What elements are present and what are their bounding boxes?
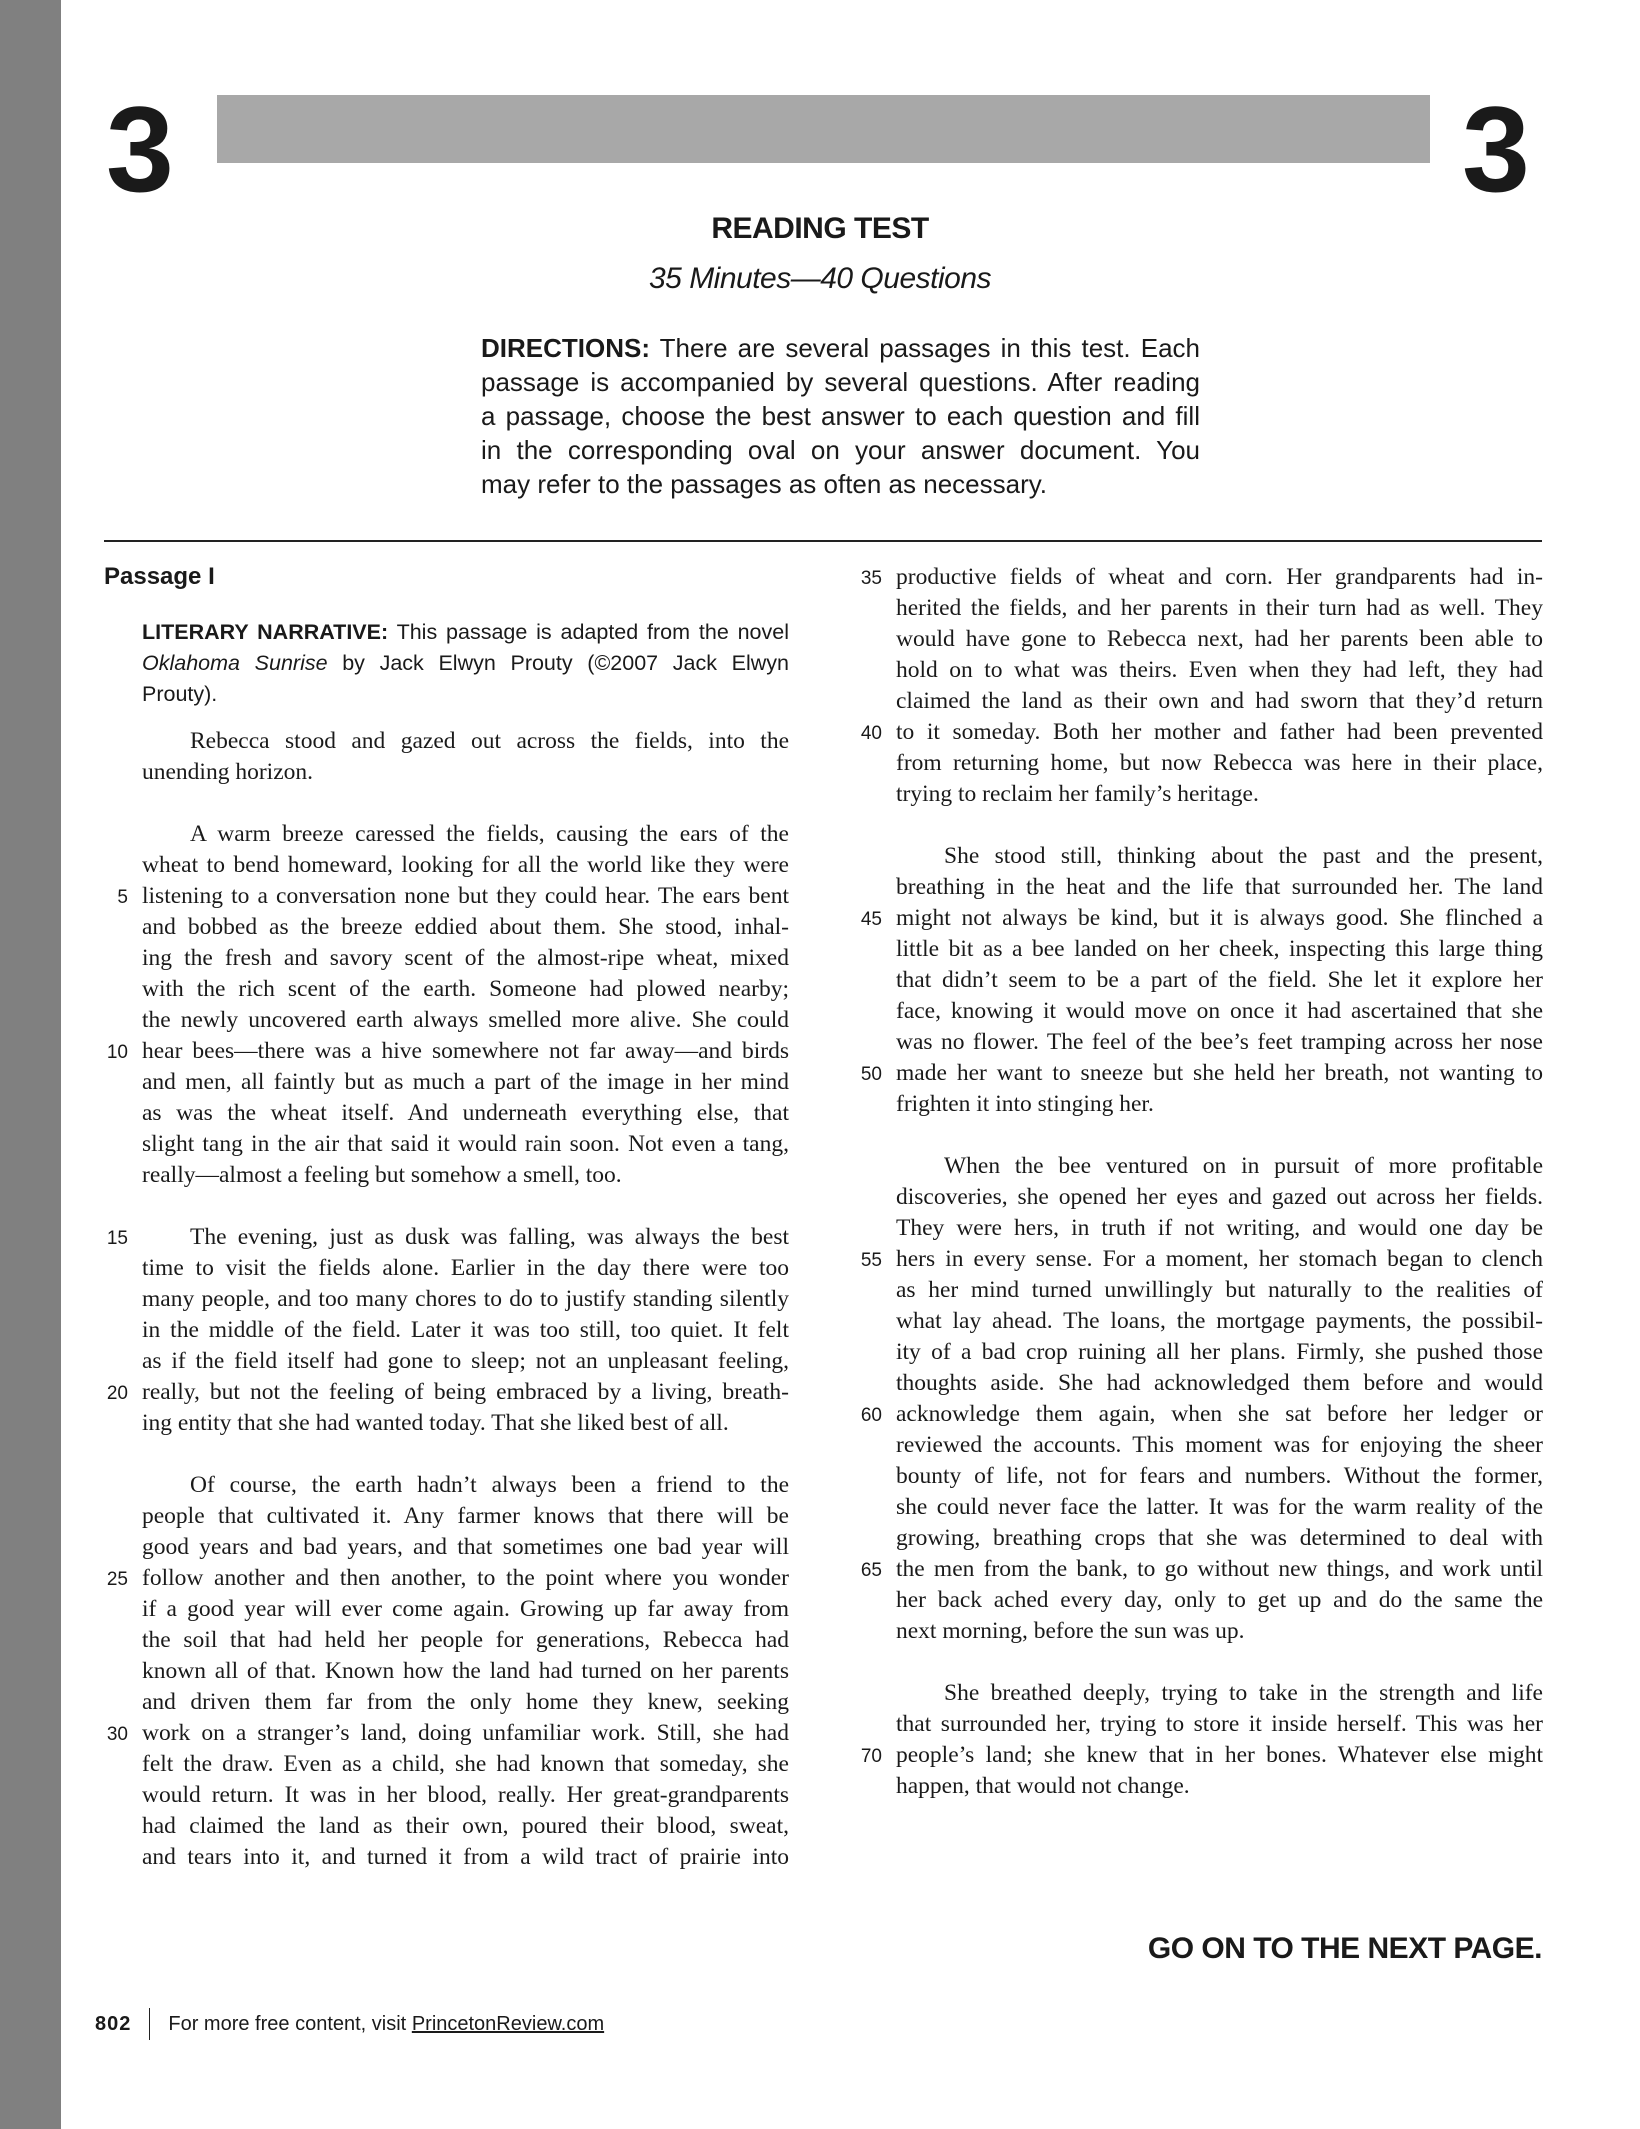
line-text: had claimed the land as their own, poured their blood, sweat, <box>142 1813 789 1839</box>
passage-line <box>106 1563 789 1594</box>
line-number: 65 <box>860 1560 882 1581</box>
passage-line <box>142 1470 789 1501</box>
passage-line <box>860 1740 1543 1771</box>
passage-line <box>896 1709 1543 1740</box>
line-number: 5 <box>117 887 128 908</box>
passage-title: Passage I <box>104 563 215 590</box>
line-text: that surrounded her, trying to store it inside herself. This was her <box>896 1711 1543 1737</box>
line-text: hold on to what was theirs. Even when they had left, they had <box>896 657 1543 683</box>
line-number: 10 <box>106 1042 128 1063</box>
line-text: The evening, just as dusk was falling, was always the best <box>190 1224 789 1250</box>
line-number: 40 <box>860 723 882 744</box>
passage-left-column <box>106 726 789 1873</box>
line-text: happen, that would not change. <box>896 1773 1190 1799</box>
line-text: breathing in the heat and the life that surrounded her. The land <box>896 874 1543 900</box>
line-number: 70 <box>860 1746 882 1767</box>
passage-line <box>142 974 789 1005</box>
passage-line <box>896 1337 1543 1368</box>
passage-line <box>142 1811 789 1842</box>
passage-line <box>142 1408 789 1439</box>
line-text: the men from the bank, to go without new things, and work until <box>896 1556 1543 1582</box>
footer-text: For more free content, visit <box>168 2013 407 2035</box>
line-text: her back ached every day, only to get up and do the same the <box>896 1587 1543 1613</box>
line-text: hear bees—there was a hive somewhere not far away—and birds <box>142 1038 789 1064</box>
line-text: really, but not the feeling of being embraced by a living, breath- <box>142 1379 789 1405</box>
line-text: bounty of life, not for fears and numbers. Without the former, <box>896 1463 1543 1489</box>
line-text: and men, all faintly but as much a part of the image in her mind <box>142 1069 789 1095</box>
line-text: as her mind turned unwillingly but naturally to the realities of <box>896 1277 1543 1303</box>
line-text: unending horizon. <box>142 759 313 785</box>
line-text: and bobbed as the breeze eddied about them. She stood, inhal- <box>142 914 789 940</box>
passage-line <box>896 1275 1543 1306</box>
passage-line <box>896 1492 1543 1523</box>
line-text: as if the field itself had gone to sleep; not an unpleasant feeling, <box>142 1348 789 1374</box>
passage-line <box>896 593 1543 624</box>
line-text: Rebecca stood and gazed out across the fields, into the <box>190 728 789 754</box>
passage-line <box>142 1253 789 1284</box>
line-text: the soil that had held her people for generations, Rebecca had <box>142 1627 789 1653</box>
intro-text: by Jack Elwyn Prouty (©2007 Jack Elwyn <box>327 651 789 675</box>
passage-line <box>896 1089 1543 1120</box>
line-text: in the middle of the field. Later it was too still, too quiet. It felt <box>142 1317 789 1343</box>
line-number: 15 <box>106 1228 128 1249</box>
passage-line <box>142 1067 789 1098</box>
passage-line <box>896 841 1543 872</box>
line-text: face, knowing it would move on once it had ascertained that she <box>896 998 1543 1024</box>
passage-line <box>142 1284 789 1315</box>
directions-label: DIRECTIONS: <box>481 333 650 363</box>
line-text: and tears into it, and turned it from a wild tract of prairie into <box>142 1844 789 1870</box>
line-text: She stood still, thinking about the past and the present, <box>944 843 1543 869</box>
line-text: little bit as a bee landed on her cheek, inspecting this large thing <box>896 936 1543 962</box>
line-text: listening to a conversation none but they could hear. The ears bent <box>142 883 789 909</box>
paragraph-break <box>896 1647 1543 1678</box>
passage-line <box>142 1687 789 1718</box>
directions-text: a passage, choose the best answer to each question and fill <box>481 401 1200 431</box>
passage-line <box>106 1036 789 1067</box>
passage-right-column <box>860 562 1543 1802</box>
line-text: ing entity that she had wanted today. That she liked best of all. <box>142 1410 729 1436</box>
line-number: 60 <box>860 1405 882 1426</box>
passage-line <box>860 562 1543 593</box>
passage-line <box>896 1368 1543 1399</box>
line-text: trying to reclaim her family’s heritage. <box>896 781 1259 807</box>
line-text: productive fields of wheat and corn. Her grandparents had in- <box>896 564 1543 590</box>
passage-line <box>142 726 789 757</box>
passage-line <box>106 1377 789 1408</box>
line-number: 45 <box>860 909 882 930</box>
passage-line <box>896 996 1543 1027</box>
line-text: hers in every sense. For a moment, her stomach began to clench <box>896 1246 1543 1272</box>
passage-line <box>106 1222 789 1253</box>
line-number: 30 <box>106 1724 128 1745</box>
line-text: and driven them far from the only home they knew, seeking <box>142 1689 789 1715</box>
line-number: 25 <box>106 1569 128 1590</box>
passage-line <box>106 1718 789 1749</box>
passage-line <box>142 1780 789 1811</box>
line-text: discoveries, she opened her eyes and gazed out across her fields. <box>896 1184 1543 1210</box>
passage-line <box>896 748 1543 779</box>
passage-line <box>860 1399 1543 1430</box>
line-text: would return. It was in her blood, really. Her great-grandparents <box>142 1782 789 1808</box>
line-text: ing the fresh and savory scent of the almost-ripe wheat, mixed <box>142 945 789 971</box>
passage-line <box>896 1151 1543 1182</box>
line-text: reviewed the accounts. This moment was for enjoying the sheer <box>896 1432 1543 1458</box>
line-text: as was the wheat itself. And underneath everything else, that <box>142 1100 789 1126</box>
paragraph-break <box>142 788 789 819</box>
passage-line <box>896 1461 1543 1492</box>
line-text: felt the draw. Even as a child, she had known that someday, she <box>142 1751 789 1777</box>
passage-line <box>117 881 789 912</box>
passage-line <box>896 1523 1543 1554</box>
line-text: frighten it into stinging her. <box>896 1091 1154 1117</box>
passage-line <box>896 1213 1543 1244</box>
page-edge-strip <box>0 0 61 2129</box>
line-text: thoughts aside. She had acknowledged them before and would <box>896 1370 1543 1396</box>
intro-line <box>142 617 789 648</box>
passage-line <box>142 1594 789 1625</box>
passage-line <box>896 872 1543 903</box>
line-text: growing, breathing crops that she was determined to deal with <box>896 1525 1543 1551</box>
go-on-notice: GO ON TO THE NEXT PAGE. <box>1147 1932 1542 1965</box>
passage-line <box>896 779 1543 810</box>
passage-line <box>896 1182 1543 1213</box>
passage-line <box>142 850 789 881</box>
line-text: she could never face the latter. It was for the warm reality of the <box>896 1494 1543 1520</box>
passage-line <box>896 1306 1543 1337</box>
passage-line <box>142 1625 789 1656</box>
line-text: known all of that. Known how the land had turned on her parents <box>142 1658 789 1684</box>
line-text: When the bee ventured on in pursuit of more profitable <box>944 1153 1543 1179</box>
passage-line <box>142 1501 789 1532</box>
line-text: acknowledge them again, when she sat before her ledger or <box>896 1401 1543 1427</box>
intro-line: Prouty). <box>142 682 218 706</box>
paragraph-break <box>142 1439 789 1470</box>
passage-line <box>860 903 1543 934</box>
line-text: really—almost a feeling but somehow a smell, too. <box>142 1162 622 1188</box>
line-text: herited the fields, and her parents in their turn had as well. They <box>896 595 1543 621</box>
passage-line <box>896 1027 1543 1058</box>
passage-line <box>860 1554 1543 1585</box>
passage-line <box>896 1430 1543 1461</box>
passage-line <box>896 1616 1543 1647</box>
line-number: 20 <box>106 1383 128 1404</box>
line-text: the newly uncovered earth always smelled more alive. She could <box>142 1007 789 1033</box>
divider-rule <box>104 540 1542 542</box>
line-text: from returning home, but now Rebecca was here in their place, <box>896 750 1543 776</box>
passage-line <box>142 1098 789 1129</box>
line-text: what lay ahead. The loans, the mortgage payments, the possibil- <box>896 1308 1543 1334</box>
line-text: many people, and too many chores to do to justify standing silently <box>142 1286 789 1312</box>
directions-text: passage is accompanied by several questions. After reading <box>481 367 1200 397</box>
line-text: ity of a bad crop ruining all her plans. Firmly, she pushed those <box>896 1339 1543 1365</box>
line-text: if a good year will ever come again. Growing up far away from <box>142 1596 789 1622</box>
passage-line <box>142 1129 789 1160</box>
passage-intro <box>142 617 789 710</box>
passage-line <box>142 943 789 974</box>
page-number: 802 <box>95 2013 132 2035</box>
passage-line <box>142 1346 789 1377</box>
intro-line <box>142 648 789 679</box>
test-title: READING TEST <box>711 212 929 245</box>
directions-line <box>481 433 1200 467</box>
passage-line <box>142 1842 789 1873</box>
book-title: Oklahoma Sunrise <box>142 651 328 675</box>
line-text: work on a stranger’s land, doing unfamiliar work. Still, she had <box>142 1720 789 1746</box>
passage-line <box>142 757 789 788</box>
line-text: with the rich scent of the earth. Someone had plowed nearby; <box>142 976 789 1002</box>
directions-line <box>481 331 1200 365</box>
line-text: They were hers, in truth if not writing, and would one day be <box>896 1215 1543 1241</box>
princeton-review-link[interactable]: PrincetonReview.com <box>411 2013 605 2035</box>
intro-text: This passage is adapted from the novel <box>388 620 790 644</box>
line-text: people that cultivated it. Any farmer knows that there will be <box>142 1503 789 1529</box>
line-text: to it someday. Both her mother and father had been prevented <box>896 719 1543 745</box>
line-text: follow another and then another, to the point where you wonder <box>142 1565 789 1591</box>
intro-label: LITERARY NARRATIVE: <box>142 620 389 644</box>
passage-line <box>896 965 1543 996</box>
line-text: people’s land; she knew that in her bones. Whatever else might <box>896 1742 1543 1768</box>
passage-line <box>142 1749 789 1780</box>
passage-line <box>142 912 789 943</box>
passage-line <box>860 1058 1543 1089</box>
footer <box>95 2008 604 2040</box>
passage-line <box>896 1771 1543 1802</box>
line-number: 35 <box>860 568 882 589</box>
line-text: made her want to sneeze but she held her breath, not wanting to <box>896 1060 1543 1086</box>
line-text: Of course, the earth hadn’t always been a friend to the <box>190 1472 789 1498</box>
directions-text: in the corresponding oval on your answer document. You <box>481 435 1200 465</box>
passage-line <box>142 1315 789 1346</box>
line-text: slight tang in the air that said it would rain soon. Not even a tang, <box>142 1131 789 1157</box>
line-text: was no flower. The feel of the bee’s feet tramping across her nose <box>896 1029 1543 1055</box>
line-text: good years and bad years, and that sometimes one bad year will <box>142 1534 789 1560</box>
footer-separator <box>149 2008 150 2040</box>
directions <box>481 331 1200 501</box>
section-header-bar <box>217 95 1430 163</box>
line-text: might not always be kind, but it is always good. She flinched a <box>896 905 1543 931</box>
paragraph-break <box>896 1120 1543 1151</box>
passage-line <box>860 717 1543 748</box>
line-text: wheat to bend homeward, looking for all the world like they were <box>142 852 789 878</box>
line-text: claimed the land as their own and had sworn that they’d return <box>896 688 1543 714</box>
test-subtitle: 35 Minutes—40 Questions <box>648 262 992 295</box>
line-number: 50 <box>860 1064 882 1085</box>
passage-line <box>142 1005 789 1036</box>
passage-line <box>142 1532 789 1563</box>
line-text: time to visit the fields alone. Earlier in the day there were too <box>142 1255 789 1281</box>
directions-text: There are several passages in this test. Each <box>650 333 1200 363</box>
line-text: next morning, before the sun was up. <box>896 1618 1245 1644</box>
passage-line <box>142 1656 789 1687</box>
line-text: would have gone to Rebecca next, had her parents been able to <box>896 626 1543 652</box>
directions-line <box>481 399 1200 433</box>
passage-line <box>896 624 1543 655</box>
section-number-left: 3 <box>106 81 174 217</box>
line-text: that didn’t seem to be a part of the field. She let it explore her <box>896 967 1543 993</box>
passage-line <box>860 1244 1543 1275</box>
line-text: She breathed deeply, trying to take in the strength and life <box>944 1680 1543 1706</box>
line-text: A warm breeze caressed the fields, causing the ears of the <box>190 821 789 847</box>
directions-line <box>481 467 1200 501</box>
paragraph-break <box>142 1191 789 1222</box>
paragraph-break <box>896 810 1543 841</box>
passage-line <box>896 934 1543 965</box>
passage-line <box>896 686 1543 717</box>
passage-line <box>896 655 1543 686</box>
directions-text: may refer to the passages as often as necessary. <box>481 469 1048 499</box>
passage-line <box>896 1678 1543 1709</box>
section-number-right: 3 <box>1462 81 1530 217</box>
passage-line <box>142 819 789 850</box>
passage-line <box>142 1160 789 1191</box>
line-number: 55 <box>860 1250 882 1271</box>
directions-line <box>481 365 1200 399</box>
passage-line <box>896 1585 1543 1616</box>
